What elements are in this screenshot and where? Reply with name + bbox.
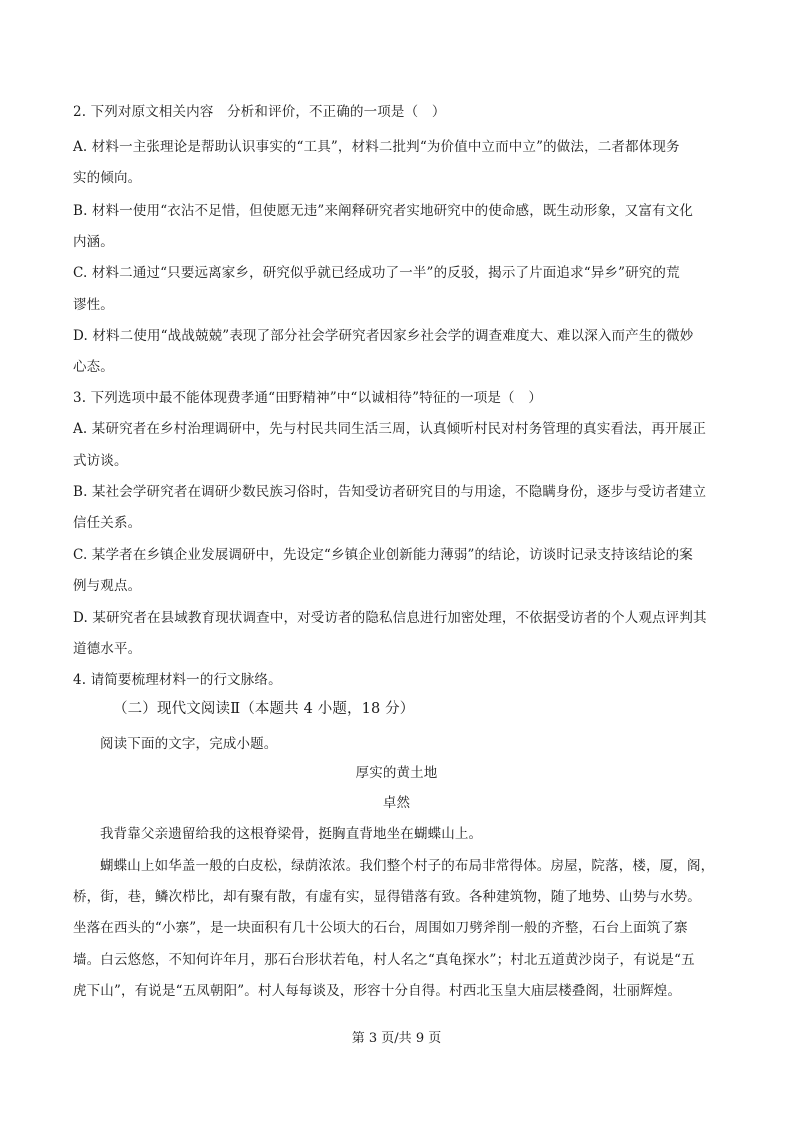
question-2-stem: 2. 下列对原文相关内容 分析和评价，不正确的一项是（ ） xyxy=(73,104,446,120)
article-author: 卓然 xyxy=(382,795,411,811)
question-3-option-a-cont: 式访谈。 xyxy=(73,453,128,469)
question-3-stem: 3. 下列选项中最不能体现费孝通“田野精神”中“以诚相待”特征的一项是（ ） xyxy=(73,390,542,406)
article-paragraph-2-line-4: 墙。白云悠悠，不知何许年月，那石台形状若龟，村人名之“真龟探水”；村北五道黄沙岗子，有说是“五 xyxy=(73,952,695,968)
article-paragraph-2-line-5: 虎下山”，有说是“五凤朝阳”。村人每每谈及，形容十分自得。村西北玉皇大庙层楼叠阁，壮丽辉煌。 xyxy=(73,983,682,999)
question-2-option-b-cont: 内涵。 xyxy=(73,234,114,250)
question-2-option-d-cont: 心态。 xyxy=(73,359,114,375)
question-3-option-d: D. 某研究者在县域教育现状调查中，对受访者的隐私信息进行加密处理，不依据受访者的个人观点评判其 xyxy=(73,610,707,626)
article-paragraph-2-line-3: 坐落在西头的“小寨”，是一块面积有几十公顷大的石台，周围如刀劈斧削一般的齐整，石台上面筑了寨 xyxy=(73,920,688,936)
question-3-option-a: A. 某研究者在乡村治理调研中，先与村民共同生活三周，认真倾听村民对村务管理的真实看法，再开展正 xyxy=(73,421,707,437)
article-paragraph-2-line-2: 桥，街，巷，鳞次栉比，却有聚有散，有虚有实，显得错落有致。各种建筑物，随了地势、山势与水势。 xyxy=(73,889,701,905)
question-4-stem: 4. 请简要梳理材料一的行文脉络。 xyxy=(73,672,282,688)
question-3-option-c-cont: 例与观点。 xyxy=(73,578,142,594)
section-heading: （二）现代文阅读Ⅱ（本题共 4 小题，18 分） xyxy=(113,701,415,717)
question-2-option-c-cont: 谬性。 xyxy=(73,297,114,313)
article-paragraph-2-line-1: 蝴蝶山上如华盖一般的白皮松，绿荫浓浓。我们整个村子的布局非常得体。房屋，院落，楼，厦，阁， xyxy=(100,858,715,874)
question-3-option-b-cont: 信任关系。 xyxy=(73,515,142,531)
reading-instruction: 阅读下面的文字，完成小题。 xyxy=(100,736,278,752)
article-paragraph-1: 我背靠父亲遗留给我的这根脊梁骨，挺胸直背地坐在蝴蝶山上。 xyxy=(100,826,483,842)
question-2-option-a: A. 材料一主张理论是帮助认识事实的“工具”，材料二批判“为价值中立而中立”的做法，二者都体现务 xyxy=(73,139,680,155)
article-title: 厚实的黄土地 xyxy=(355,765,438,781)
question-2-option-c: C. 材料二通过“只要远离家乡，研究似乎就已经成功了一半”的反驳，揭示了片面追求“异乡”研究的荒 xyxy=(73,265,680,281)
question-2-option-a-cont: 实的倾向。 xyxy=(73,170,142,186)
question-2-option-d: D. 材料二使用“战战兢兢”表现了部分社会学研究者因家乡社会学的调查难度大、难以深入而产生的微妙 xyxy=(73,328,694,344)
question-3-option-d-cont: 道德水平。 xyxy=(73,641,142,657)
question-2-option-b: B. 材料一使用“衣沾不足惜，但使愿无违”来阐释研究者实地研究中的使命感，既生动形象，又富有文化 xyxy=(73,203,694,219)
page-number: 第 3 页/共 9 页 xyxy=(351,1031,442,1046)
question-3-option-c: C. 某学者在乡镇企业发展调研中，先设定“乡镇企业创新能力薄弱”的结论，访谈时记录支持该结论的案 xyxy=(73,547,693,563)
question-3-option-b: B. 某社会学研究者在调研少数民族习俗时，告知受访者研究目的与用途，不隐瞒身份，逐步与受访者建立 xyxy=(73,484,707,500)
